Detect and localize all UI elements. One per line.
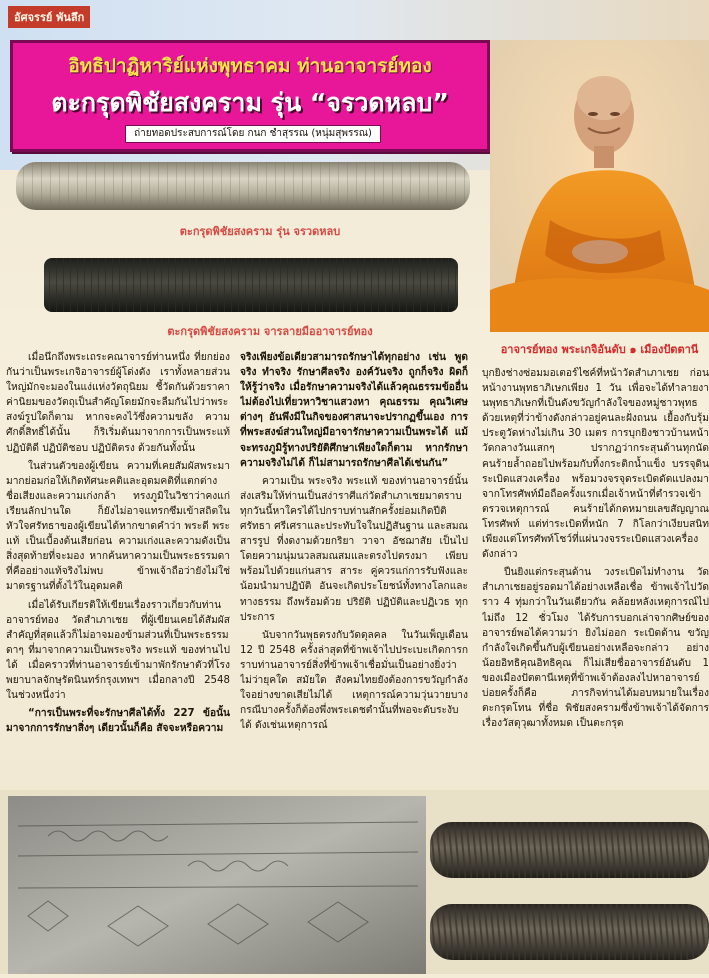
paragraph-quote: จริงเพียงข้อเดียวสามารถรักษาได้ทุกอย่าง เช่น พูดจริง ทำจริง รักษาศีลจริง องค์วันจริง ถูกก็จริง ผิดก็ให้รู้ว่าจริง เมื่อรักษาความจริงได้แล้วคุณธรรมข้ออื่นไม่ต้องไปเที่ยวหาวิชาแสวงหา คุณธรรม คุณวิเศษต่างๆ อันพึงมีในกิจของศาสนาจะปรากฏขึ้นเอง การที่พระสงฆ์ส่วนใหญ่มีอาจารักษาความเป็นพระได้ แม้จะทรงภูมิรู้ทางปริยัติศึกษาเพียงใดก็ตาม หากรักษาความจริงไม่ได้ ก็ไม่สามารถรักษาศีลได้เช่นกัน” — [240, 352, 468, 469]
monk-caption: อาจารย์ทอง พระเกจิอันดับ ๑ เมืองปัตตานี — [500, 343, 699, 356]
article-title: อิทธิปาฏิหาริย์แห่งพุทธาคม ท่านอาจารย์ทอง — [68, 55, 432, 77]
article-subtitle: ตะกรุดพิชัยสงคราม รุ่น “จรวดหลบ” — [51, 88, 449, 117]
paragraph: บุกยิงช่างซ่อมมอเตอร์ไซค์ที่หน้าวัดสำเภาเชย ก่อนหน้างานพุทธาภิเษกเพียง 1 วัน เพื่อจะได้ทำลายงานพุทธาภิเษกที่เป็นดังขวัญกำลังใจของหมู่ชาวพุทธ ด้วยเหตุที่ว่าข้างดังกล่าวอยู่คนละฝั่งถนน เยื้องกับรุ้มประตูวัดห่างไม่เกิน 30 เมตร การบุกยิงชาวบ้านหน้าวัดกลางวันแสกๆ ปรากฏว่ากระสุนด้านทุกนัด คนร้ายล้ำถอยไปพร้อมกับทิ้งกระติกน้ำแข็ง บรรจุดินระเบิดแสวงเครื่อง พร้อมวงจรจุดระเบิดดัดแปลงมาจากโทรศัพท์มือถือครั้งแรกเมื่อเจ้าหน้าที่ตำรวจเข้าตรวจเหตุการณ์ คนร้ายได้กดหมายเลขสัญญาณโทรศัพท์ แต่ท่าระเบิดที่หนัก 7 กิโลกว่าเงียบสนิทเพียงแต่โทรศัพท์โชว์ที่แผ่นวงจรระเบิดแสวงเครื่องดังกล่าว — [482, 368, 709, 561]
amulet-caption-1: ตะกรุดพิชัยสงคราม รุ่น จรวดหลบ — [179, 225, 341, 238]
paragraph-quote: “การเป็นพระที่จะรักษาศีลได้ทั้ง 227 ข้อนั้น มาจากการรักษาสิ่งๆ เดียวนั้นก็คือ สัจจะหรือความ — [6, 708, 230, 735]
amulet-photo-silver — [14, 158, 472, 214]
paragraph: เมื่อนึกถึงพระเถระคณาจารย์ท่านหนึ่ง ที่ยกย่องกันว่าเป็นพระเกจิอาจารย์ผู้โด่งดัง เราทั้งหลายส่วนใหญ่มักจะมองในแง่แห่งวัตถุนิยม ชี้วัดกันด้วยราคาค่านิยมของวัตถุเป็นสำคัญโดยมักจะลืมกันไปว่าพระสงฆ์รูปใดก็ตาม หากจะคงไว้ซึ่งความขลัง ความศักดิ์สิทธิ์ได้นั้น ก็ริเริ่มต้นมาจากการเป็นพระแท้ ปฏิบัติดี ปฏิบัติชอบ ปฏิบัติตรง ด้วยกันทั้งนั้น — [6, 352, 230, 454]
rolled-amulet-photo-2 — [430, 900, 709, 964]
amulet-caption-2: ตะกรุดพิชัยสงคราม จารลายมืออาจารย์ทอง — [167, 325, 373, 338]
paragraph: นับจากวันพุธตรงกับวัดดุลคล ในวันเพ็ญเดือน 12 ปี 2548 ครั้งล่าสุดที่ข้าพเจ้าไปประเบะเกิดการกราบท่านอาจารย์สิ่งที่ข้าพเจ้าเชื่อมั่นเป็นอย่างยิ่งว่าไม่ว่ายุคใด สมัยใด สังคมไทยยังต้องการขวัญกำลังใจอย่างขาดเสียไม่ได้ เหตุการณ์ความวุ่นวายบางกรณีบางครั้งก็ต้องพึ่งพระเดชตำนั้นที่พอจะดับระงับได้ ดังเช่นเหตุการณ์ — [240, 629, 468, 732]
inscribed-plate-photo — [8, 796, 426, 974]
title-box — [10, 40, 490, 152]
article-column-2 — [240, 350, 468, 790]
paragraph: ในส่วนตัวของผู้เขียน ความที่เคยสัมผัสพระมามากย่อมก่อให้เกิดทัศนะคติและอุดมคติที่แตกต่างชื่อเสียงและความเก่งกล้า ทรงภูมิในวิชาว่าคงแก่เรียนลักปานใด ก็ยังไม่อาจแทรกซึมเข้าสถิตในหัวใจศรัทธาของผู้เขียนได้หากขาดคำว่า พระดี พระแท้ เป็นเบื้องต้นเสียก่อน ความเก่งและความดังเป็นสิ่งสุดท้ายที่จะมอง หากค้นหาความเป็นพระธรรมดาที่คืออย่างแท้จริงไม่พบ ข้าพเจ้าถือว่ายังไม่ใช่มาตรฐานที่ตั้งไว้ในอุดมคติ — [6, 460, 230, 593]
paragraph: เมื่อได้รับเกียรติให้เขียนเรื่องราวเกี่ยวกับท่านอาจารย์ทอง วัดสำเภาเชย ที่ผู้เขียนเคยได้สัมผัสสำคัญที่สุดแล้วก็ไม่อาจมองข้ามส่วนที่เป็นพระธรรมดาๆ ที่มาจากความเป็นพระจริง พระแท้ ของท่านไปได้ เมื่อคราวที่ท่านอาจารย์เข้ามาพักรักษาตัวที่โรงพยาบาลจักษุรัตนินทร์กรุงเทพฯ เมื่อกลางปี 2548 ในช่วงหนึ่งว่า — [6, 599, 230, 702]
article-column-3 — [482, 366, 709, 786]
section-kicker: อัศจรรย์ พันลึก — [8, 6, 90, 28]
author-credit: ถ่ายทอดประสบการณ์โดย กนก ชำสุรรณ (หนุ่มสุพรรณ) — [125, 125, 381, 143]
paragraph: ความเป็น พระจริง พระแท้ ของท่านอาจารย์นั้น ส่งเสริมให้ท่านเป็นสง่าราศีแก่วัดสำเภาเชยมาตราบทุกวันนี้หาใครได้ไปกราบท่านสักครั้งย่อมเกิดปีติศรัทธา ศรีเศราและประทับใจในปฏิสันฐาน และสมณสารรูป ที่งดงามด้วยกริยา วาจา อัชฌาสัย เป็นไปโดยความนุ่มนวลสมณสมและตรงไปตรงมา เพียบพร้อมไปด้วยแก่นสาร สาระ คู่ควรแก่การรับฟังและน้อมนำมาปฏิบัติ อันจะเกิดประโยชน์ทั้งทางโลกและทางธรรม ถึงพร้อมด้วย ปริยัติ ปฏิบัติและปฏิเวธ ทุกประการ — [240, 475, 468, 623]
monk-photo — [490, 40, 709, 332]
amulet-photo-dark — [42, 254, 460, 316]
rolled-amulet-photo-1 — [430, 818, 709, 882]
paragraph: ปืนยิงแต่กระสุนด้าน วงระเบิดไม่ทำงาน วัดสำเภาเชยอยู่รอดมาได้อย่างเหลือเชื่อ ข้าพเจ้าไปวัดราว 4 ทุ่มกว่าในวันเดียวกัน คล้อยหลังเหตุการณ์ไปไม่ถึง 12 ชั่วโมง ได้รับการบอกเล่าจากศิษย์ของอาจารย์พอได้ความว่า ยิงไม่ออก ระเบิดด้าน ขวัญกำลังใจเกิดขึ้นกับผู้เขียนอย่างเหลือจะกล่าว อย่างน้อยอิทธิคุณอิทธิคุณ ก็ไม่เสียชื่ออาจารย์อันดับ 1 ของเมืองปัตตานีเหตุที่ข้าพเจ้าต้องลงไปหาอาจารย์บ่อยครั้งก็คือ ภารกิจท่านได้มอบหมายในเรื่อง ตะกรุดโทน ที่ชื่อ พิชัยสงครามซึ่งข้าพเจ้าได้จัดการเรื่องวัสดุวุฒาทั้งหมด เป็นตะกรุด — [482, 567, 709, 730]
article-column-1 — [6, 350, 230, 790]
